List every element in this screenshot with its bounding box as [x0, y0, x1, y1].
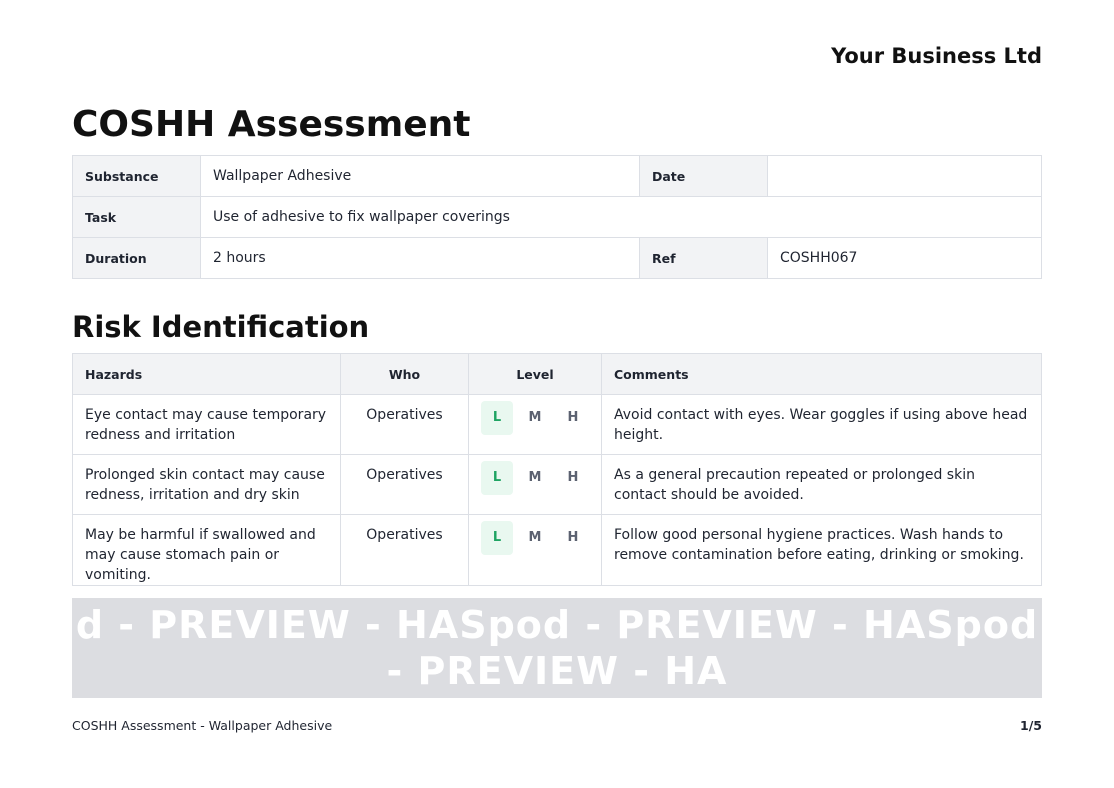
date-label: Date: [640, 156, 768, 197]
substance-label: Substance: [73, 156, 201, 197]
ref-label: Ref: [640, 238, 768, 279]
hazards-header: Hazards: [73, 354, 341, 395]
table-row: [73, 455, 1042, 515]
who-cell: Operatives: [341, 395, 469, 455]
comment-cell: Follow good personal hygiene practices. Wash hands to remove contamination before eating, drinking or smoking.: [602, 515, 1042, 586]
comments-header: Comments: [602, 354, 1042, 395]
table-row: [73, 395, 1042, 455]
date-value: [768, 156, 1042, 197]
hazard-cell: May be harmful if swallowed and may cause stomach pain or vomiting.: [73, 515, 341, 586]
comment-cell: As a general precaution repeated or prolonged skin contact should be avoided.: [602, 455, 1042, 515]
level-high: H: [567, 410, 579, 425]
who-header: Who: [341, 354, 469, 395]
company-name: Your Business Ltd: [831, 44, 1042, 68]
hazard-cell: Eye contact may cause temporary redness and irritation: [73, 395, 341, 455]
page-title: COSHH Assessment: [72, 104, 471, 145]
preview-watermark: d - PREVIEW - HASpod - PREVIEW - HASpod - PREVIEW - HA: [72, 598, 1042, 698]
level-header: Level: [469, 354, 602, 395]
duration-label: Duration: [73, 238, 201, 279]
level-cell: [469, 455, 602, 515]
level-high: H: [567, 530, 579, 545]
ref-value: COSHH067: [768, 238, 1042, 279]
hazard-cell: Prolonged skin contact may cause redness, irritation and dry skin: [73, 455, 341, 515]
risk-section-title: Risk Identification: [72, 310, 370, 344]
who-cell: Operatives: [341, 455, 469, 515]
level-medium: M: [528, 410, 542, 425]
duration-value: 2 hours: [201, 238, 640, 279]
table-row: [73, 515, 1042, 586]
substance-value: Wallpaper Adhesive: [201, 156, 640, 197]
task-value: Use of adhesive to fix wallpaper coverings: [201, 197, 1042, 238]
level-low: L: [481, 461, 513, 495]
level-low: L: [481, 401, 513, 435]
level-medium: M: [528, 470, 542, 485]
level-high: H: [567, 470, 579, 485]
level-cell: [469, 395, 602, 455]
level-medium: M: [528, 530, 542, 545]
comment-cell: Avoid contact with eyes. Wear goggles if using above head height.: [602, 395, 1042, 455]
task-label: Task: [73, 197, 201, 238]
level-cell: [469, 515, 602, 586]
who-cell: Operatives: [341, 515, 469, 586]
footer-text: COSHH Assessment - Wallpaper Adhesive: [72, 718, 333, 733]
page-number: 1/5: [1020, 718, 1042, 733]
level-low: L: [481, 521, 513, 555]
risk-table: [72, 353, 1042, 586]
assessment-info-table: [72, 155, 1042, 279]
